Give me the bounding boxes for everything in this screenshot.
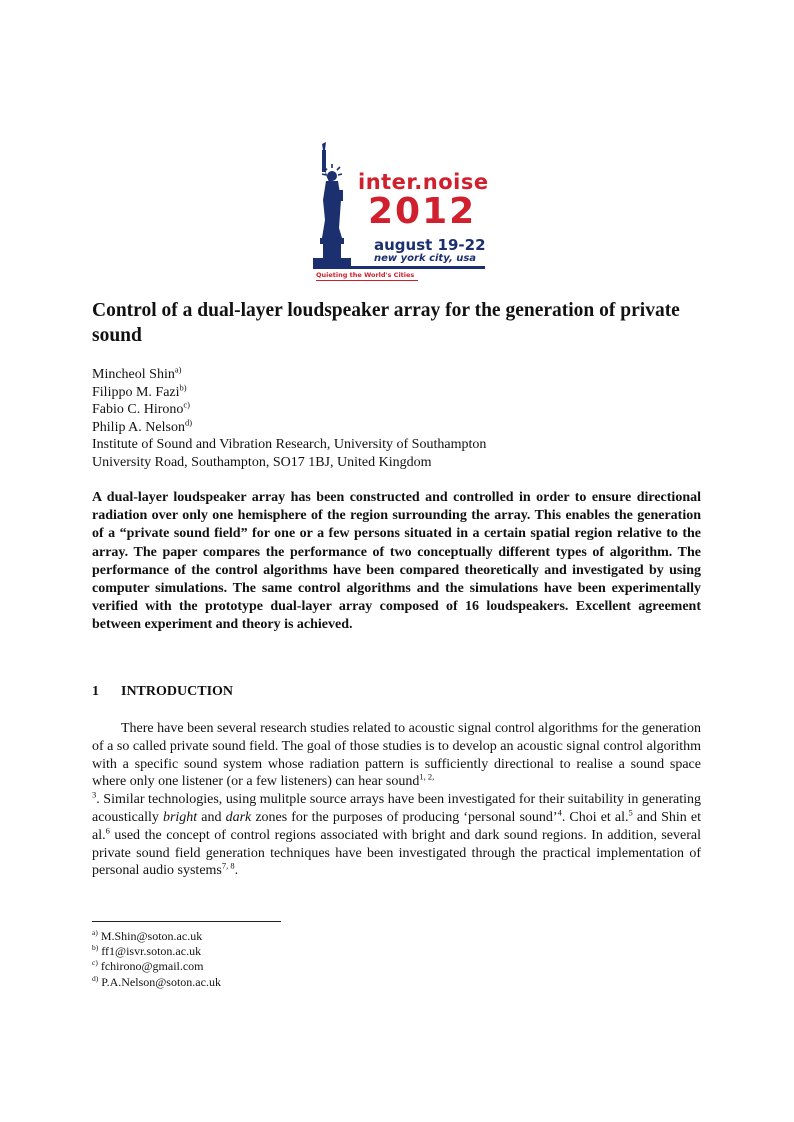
conference-logo (310, 140, 490, 285)
logo-dates: august 19-22 (374, 236, 486, 254)
footnote (92, 944, 221, 959)
text-run: . (234, 863, 239, 879)
author-block (92, 366, 712, 471)
footnote (92, 975, 221, 990)
citation: 4 (557, 807, 562, 818)
author-name: Filippo M. Fazi (92, 384, 180, 400)
text-run: used the concept of control regions associated with bright and dark sound regions. In addition, several private sound field generation techniques have been investigated through the practical implementation of personal audio systems (92, 827, 701, 879)
footnote-mark: c) (92, 958, 98, 968)
citation: 5 (628, 807, 633, 818)
text-run: . Similar technologies, using mulitple source arrays have been investigated for their suitability in generating acoustically (92, 792, 701, 825)
author-mark: a) (174, 364, 182, 375)
footnote-mark: d) (92, 973, 99, 983)
affiliation-line: University Road, Southampton, SO17 1BJ, United Kingdom (92, 454, 432, 470)
footnote-rule (92, 921, 281, 922)
citation: 1, 2, (419, 771, 435, 782)
emphasis: bright (162, 809, 198, 825)
author-name: Mincheol Shin (92, 367, 175, 382)
section-number: 1 (92, 684, 99, 699)
text-run: and (197, 809, 226, 825)
logo-year: 2012 (368, 191, 477, 232)
author-name: Fabio C. Hirono (92, 402, 184, 417)
text-run: There have been several research studies related to acoustic signal control algorithms for the generation of a so called private sound field. The goal of those studies is to develop an acoustic signal control algorithm with a specific sound system whose radiation pattern is sufficiently directional to realise a sound space where only one listener (or a few listeners) can hear sound (92, 721, 701, 790)
author-name: Philip A. Nelson (92, 419, 185, 435)
section-heading (92, 684, 233, 700)
logo-wordmark: inter.noise (358, 170, 489, 194)
footnote-email: P.A.Nelson@soton.ac.uk (98, 974, 221, 989)
footnote-email: fchirono@gmail.com (97, 959, 204, 974)
section-title: INTRODUCTION (121, 684, 234, 699)
citation: 3 (92, 789, 97, 800)
citation: 7, 8 (221, 860, 235, 871)
footnotes (92, 929, 221, 990)
logo-tagline: Quieting the World's Cities (316, 271, 415, 279)
abstract: A dual-layer loudspeaker array has been constructed and controlled in order to ensure directional radiation over only one hemisphere of the region surrounding the array. This enables the generation of a “private sound field” for one or a few persons situated in a certain spatial region relative to the array. The paper compares the performance of two conceptually different types of algorithm. The performance of the control algorithms have been compared theoretically and investigated by using computer simulations. The same control algorithms and the simulations have been experimentally verified with the prototype dual-layer array composed of 16 loudspeakers. Excellent agreement between experiment and theory is achieved. (92, 490, 701, 633)
footnote-email: M.Shin@soton.ac.uk (97, 929, 203, 943)
footnote-email: ff1@isvr.soton.ac.uk (98, 944, 202, 959)
author-mark: d) (184, 416, 193, 427)
affiliation-line: Institute of Sound and Vibration Research, University of Southampton (92, 437, 487, 452)
footnote-mark: a) (92, 928, 98, 937)
footnote (92, 959, 221, 974)
logo-location: new york city, usa (374, 253, 477, 264)
footnote (92, 929, 221, 944)
paper-title: Control of a dual-layer loudspeaker array for the generation of private sound (92, 300, 680, 346)
text-run: . Choi et al. (561, 809, 629, 825)
emphasis: dark (225, 809, 252, 825)
footnote-mark: b) (92, 943, 99, 953)
text-run: and Shin et al. (92, 809, 701, 843)
author-mark: c) (183, 399, 190, 410)
citation: 6 (105, 825, 110, 836)
text-run: zones for the purposes of producing ‘personal sound’ (251, 809, 558, 825)
author-mark: b) (179, 381, 187, 392)
intro-paragraph (92, 720, 701, 880)
author-line (92, 416, 712, 437)
